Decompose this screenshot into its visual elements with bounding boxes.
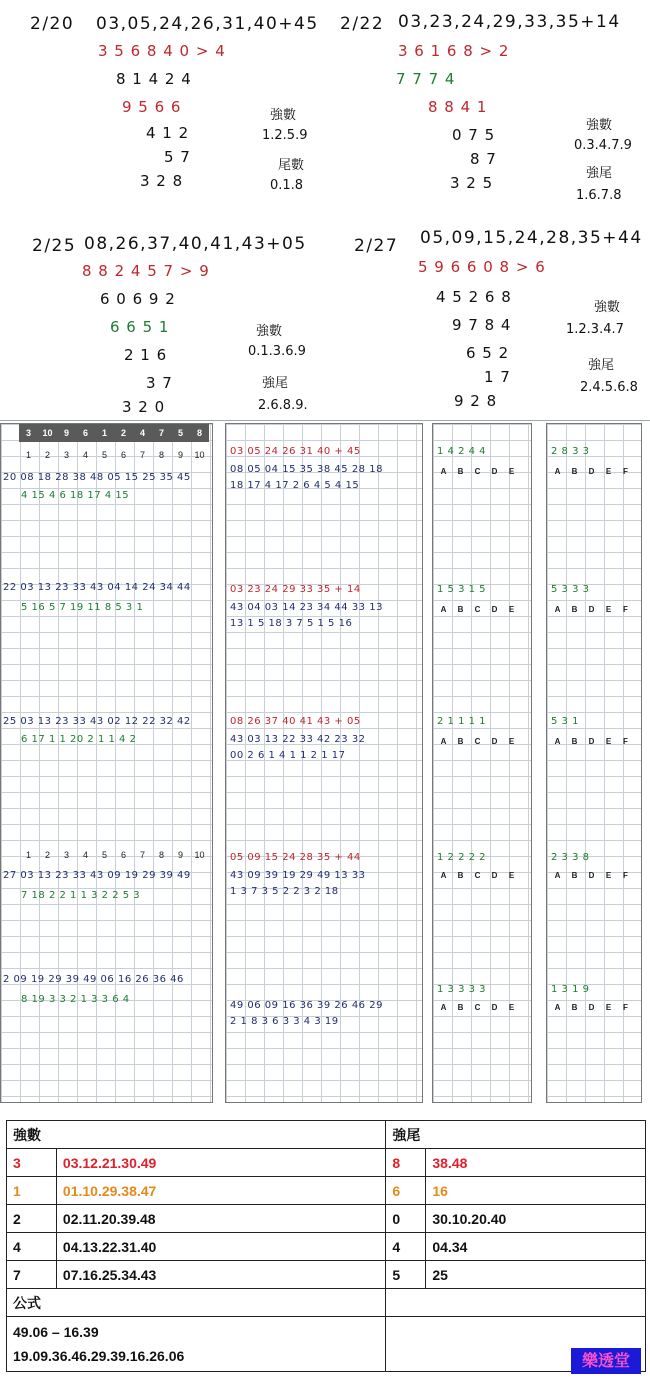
left-row-5-bot: 8 19 3 3 2 1 3 3 6 4: [21, 994, 130, 1005]
col-num: 4: [82, 450, 88, 460]
header-strong-tail: 強尾: [386, 1121, 646, 1149]
abc-letter: D: [588, 1003, 595, 1012]
tail-numbers-cell: 38.48: [426, 1149, 646, 1177]
formula-line-1: 49.06 – 16.39: [13, 1324, 99, 1340]
note-1-label-1: 強數: [270, 108, 297, 123]
tail-digit-cell: 4: [386, 1233, 426, 1261]
mid-row-2-top: 03 23 24 29 33 35 + 14: [230, 584, 361, 595]
note-2-row-6: 3 2 5: [450, 174, 494, 192]
note-1-row-5: 5 7: [164, 148, 191, 166]
abdef-count-1: 2 8 3 3: [551, 446, 590, 457]
note-3-label-1: 強數: [256, 324, 283, 339]
abc-letter: A: [440, 1003, 447, 1012]
abc-letter: F: [623, 871, 628, 880]
digit-cell: 2: [7, 1205, 57, 1233]
note-3-row-5: 3 7: [146, 374, 173, 392]
left-row-2-bot: 5 16 5 7 19 11 8 5 3 1: [21, 602, 144, 613]
mid-row-4-mid: 43 09 39 19 29 49 13 33: [230, 870, 366, 881]
left-row-3-top: 25 03 13 23 33 43 02 12 22 32 42: [3, 716, 191, 727]
note-2-row-2: 7 7 7 4: [396, 70, 456, 88]
abc-letter: B: [457, 1003, 464, 1012]
tail-digit-cell: 5: [386, 1261, 426, 1289]
abc-letter: C: [474, 467, 481, 476]
abc-letter: A: [554, 737, 561, 746]
note-1-row-1: 3 5 6 8 4 0 > 4: [98, 42, 226, 60]
col-num: 4: [82, 850, 88, 860]
table-row: [7, 1261, 646, 1289]
header-num: 5: [177, 428, 183, 438]
header-num: 9: [63, 428, 69, 438]
abc-letter: A: [440, 871, 447, 880]
abcde-count-4: 1 2 2 2 2: [437, 852, 487, 863]
abc-letter: D: [491, 737, 498, 746]
note-3-row-2: 6 0 6 9 2: [100, 290, 176, 308]
note-3-row-3: 6 6 5 1: [110, 318, 170, 336]
header-num: 6: [82, 428, 88, 438]
col-num: 2: [44, 850, 50, 860]
mid-row-1-bot: 18 17 4 17 2 6 4 5 4 15: [230, 480, 360, 491]
abc-letter: E: [508, 737, 515, 746]
col-num: 10: [194, 850, 205, 860]
abcde-header-3: [435, 736, 520, 748]
left-row-1-bot: 4 15 4 6 18 17 4 15: [21, 490, 130, 501]
note-1-row-2: 8 1 4 2 4: [116, 70, 192, 88]
header-num: 7: [158, 428, 164, 438]
note-4-value-2: 2.4.5.6.8: [580, 380, 638, 395]
column-number-row: [19, 448, 209, 462]
middle-grid-panel: [225, 423, 423, 1103]
abc-letter: B: [457, 467, 464, 476]
col-num: 5: [101, 850, 107, 860]
empty-cell: [386, 1289, 646, 1317]
note-3-row-6: 3 2 0: [122, 398, 166, 416]
mid-row-3-mid: 43 03 13 22 33 42 23 32: [230, 734, 366, 745]
tail-digit-cell: 8: [386, 1149, 426, 1177]
col-num: 9: [177, 850, 183, 860]
abc-letter: B: [571, 1003, 578, 1012]
tail-digit-cell: 6: [386, 1177, 426, 1205]
abc-letter: C: [474, 737, 481, 746]
col-num: 8: [158, 850, 164, 860]
summary-table: [6, 1120, 646, 1372]
abcde-count-2: 1 5 3 1 5: [437, 584, 487, 595]
abc-letter: E: [508, 1003, 515, 1012]
abdef-count-3: 5 3 1: [551, 716, 579, 727]
abcde-header-5: [435, 1002, 520, 1014]
note-1-date: 2/20: [30, 14, 75, 34]
note-2-row-5: 8 7: [470, 150, 497, 168]
col-num: 10: [194, 450, 205, 460]
tail-numbers-cell: 04.34: [426, 1233, 646, 1261]
abc-letter: D: [588, 467, 595, 476]
formula-header-row: [7, 1289, 646, 1317]
note-2-value-2: 1.6.7.8: [576, 188, 622, 203]
header-strong-number: 強數: [7, 1121, 386, 1149]
table-row: [7, 1233, 646, 1261]
note-1-row-6: 3 2 8: [140, 172, 184, 190]
abc-letter: D: [491, 1003, 498, 1012]
note-4-label-1: 強數: [594, 300, 621, 315]
column-number-row-2: [19, 848, 209, 862]
abcde-count-5: 1 3 3 3 3: [437, 984, 487, 995]
col-num: 7: [139, 450, 145, 460]
note-3-numbers: 08,26,37,40,41,43+05: [84, 234, 307, 254]
numbers-cell: 07.16.25.34.43: [56, 1261, 386, 1289]
mid-row-1-mid: 08 05 04 15 35 38 45 28 18: [230, 464, 383, 475]
mid-row-4-bot: 1 3 7 3 5 2 2 3 2 18: [230, 886, 339, 897]
table-row: [7, 1205, 646, 1233]
digit-cell: 4: [7, 1233, 57, 1261]
abc-letter: B: [571, 605, 578, 614]
note-4-value-1: 1.2.3.4.7: [566, 322, 624, 337]
abc-letter: B: [571, 467, 578, 476]
col-num: 3: [63, 450, 69, 460]
note-2-label-2: 強尾: [586, 166, 613, 181]
note-4-row-3: 9 7 8 4: [452, 316, 512, 334]
abc-letter: A: [440, 737, 447, 746]
note-2-label-1: 強數: [586, 118, 613, 133]
table-header-row: [7, 1121, 646, 1149]
numbers-cell: 01.10.29.38.47: [56, 1177, 386, 1205]
abc-letter: B: [457, 871, 464, 880]
note-4-row-5: 1 7: [484, 368, 511, 386]
tail-numbers-cell: 16: [426, 1177, 646, 1205]
mid-row-4-top: 05 09 15 24 28 35 + 44: [230, 852, 361, 863]
left-row-4-bot: 7 18 2 2 1 1 3 2 2 5 3: [21, 890, 141, 901]
abdef-count-4: 2 3 3 8: [551, 852, 590, 863]
note-1-value-2: 0.1.8: [270, 178, 304, 193]
header-num: 8: [196, 428, 202, 438]
note-1-row-3: 9 5 6 6: [122, 98, 182, 116]
brand-logo: 樂透堂: [571, 1348, 641, 1374]
col-num: 6: [120, 450, 126, 460]
abc-letter: A: [554, 871, 561, 880]
abdef-header-2: [549, 604, 634, 616]
abcde-count-3: 2 1 1 1 1: [437, 716, 487, 727]
note-4-row-2: 4 5 2 6 8: [436, 288, 512, 306]
note-3-row-1: 8 8 2 4 5 7 > 9: [82, 262, 210, 280]
abdef-header-3: [549, 736, 634, 748]
note-4-numbers: 05,09,15,24,28,35+44: [420, 228, 643, 248]
abc-letter: F: [623, 737, 628, 746]
digit-cell: 7: [7, 1261, 57, 1289]
note-1-numbers: 03,05,24,26,31,40+45: [96, 14, 319, 34]
mid-row-3-bot: 00 2 6 1 4 1 1 2 1 17: [230, 750, 346, 761]
abc-letter: C: [474, 871, 481, 880]
tail-numbers-cell: 30.10.20.40: [426, 1205, 646, 1233]
col-num: 8: [158, 450, 164, 460]
abc-letter: B: [571, 737, 578, 746]
numbers-cell: 04.13.22.31.40: [56, 1233, 386, 1261]
note-3-value-2: 2.6.8.9.: [258, 398, 308, 413]
abc-letter: E: [605, 737, 612, 746]
left-grid-panel: [0, 423, 213, 1103]
mid-row-5-bot: 2 1 8 3 6 3 3 4 3 19: [230, 1016, 339, 1027]
abcde-header-2: [435, 604, 520, 616]
abc-letter: F: [623, 467, 628, 476]
formula-row: [7, 1317, 646, 1372]
abc-letter: E: [508, 871, 515, 880]
formula-line-2: 19.09.36.46.29.39.16.26.06: [13, 1348, 185, 1364]
col-num: 5: [101, 450, 107, 460]
abc-letter: D: [588, 737, 595, 746]
mid-row-5-mid: 49 06 09 16 36 39 26 46 29: [230, 1000, 383, 1011]
note-3-date: 2/25: [32, 236, 77, 256]
abdef-count-2: 5 3 3 3: [551, 584, 590, 595]
col-num: 2: [44, 450, 50, 460]
abc-letter: C: [474, 605, 481, 614]
note-3-label-2: 強尾: [262, 376, 289, 391]
mid-row-1-top: 03 05 24 26 31 40 + 45: [230, 446, 361, 457]
table-row: [7, 1149, 646, 1177]
note-1-row-4: 4 1 2: [146, 124, 190, 142]
abc-letter: E: [605, 1003, 612, 1012]
col-num: 6: [120, 850, 126, 860]
abdef-count-5: 1 3 1 9: [551, 984, 590, 995]
numbers-cell: 02.11.20.39.48: [56, 1205, 386, 1233]
col-num: 3: [63, 850, 69, 860]
abc-letter: A: [440, 605, 447, 614]
abc-letter: B: [457, 737, 464, 746]
abc-letter: E: [605, 605, 612, 614]
col-num: 1: [25, 850, 31, 860]
left-row-5-top: 2 09 19 29 39 49 06 16 26 36 46: [3, 974, 184, 985]
abc-letter: B: [571, 871, 578, 880]
note-4-row-4: 6 5 2: [466, 344, 510, 362]
col-num: 7: [139, 850, 145, 860]
abcde-header-1: [435, 466, 520, 478]
col-num: 9: [177, 450, 183, 460]
tail-digit-cell: 0: [386, 1205, 426, 1233]
mid-row-3-top: 08 26 37 40 41 43 + 05: [230, 716, 361, 727]
note-1-value-1: 1.2.5.9: [262, 128, 308, 143]
abc-letter: B: [457, 605, 464, 614]
abcde-count-1: 1 4 2 4 4: [437, 446, 487, 457]
note-2-row-1: 3 6 1 6 8 > 2: [398, 42, 510, 60]
note-4-row-6: 9 2 8: [454, 392, 498, 410]
header-num: 4: [139, 428, 145, 438]
note-4-date: 2/27: [354, 236, 399, 256]
tail-numbers-cell: 25: [426, 1261, 646, 1289]
numbers-cell: 03.12.21.30.49: [56, 1149, 386, 1177]
abc-letter: D: [491, 871, 498, 880]
mid-row-2-mid: 43 04 03 14 23 34 44 33 13: [230, 602, 383, 613]
abc-letter: D: [588, 871, 595, 880]
abcde-grid-panel: [432, 423, 532, 1103]
note-2-numbers: 03,23,24,29,33,35+14: [398, 12, 621, 32]
note-4-row-1: 5 9 6 6 0 8 > 6: [418, 258, 546, 276]
left-row-1-top: 20 08 18 28 38 48 05 15 25 35 45: [3, 472, 191, 483]
abdef-grid-panel: [546, 423, 642, 1103]
abc-letter: D: [588, 605, 595, 614]
note-2-date: 2/22: [340, 14, 385, 34]
col-num: 1: [25, 450, 31, 460]
header-number-bar: [19, 424, 209, 442]
abc-letter: D: [491, 605, 498, 614]
formula-label: 公式: [7, 1289, 386, 1317]
abcde-header-4: [435, 870, 520, 882]
formula-cell: [7, 1317, 386, 1372]
header-num: 1: [101, 428, 107, 438]
abc-letter: A: [440, 467, 447, 476]
mid-row-2-bot: 13 1 5 18 3 7 5 1 5 16: [230, 618, 353, 629]
abdef-header-5: [549, 1002, 634, 1014]
abc-letter: A: [554, 605, 561, 614]
table-row: [7, 1177, 646, 1205]
left-row-4-top: 27 03 13 23 33 43 09 19 29 39 49: [3, 870, 191, 881]
left-row-3-bot: 6 17 1 1 20 2 1 1 4 2: [21, 734, 137, 745]
abc-letter: E: [605, 467, 612, 476]
abc-letter: F: [623, 605, 628, 614]
left-row-2-top: 22 03 13 23 33 43 04 14 24 34 44: [3, 582, 191, 593]
abc-letter: A: [554, 467, 561, 476]
abc-letter: C: [474, 1003, 481, 1012]
digit-cell: 1: [7, 1177, 57, 1205]
abc-letter: E: [508, 467, 515, 476]
note-4-label-2: 強尾: [588, 358, 615, 373]
abc-letter: E: [508, 605, 515, 614]
abc-letter: A: [554, 1003, 561, 1012]
abc-letter: E: [605, 871, 612, 880]
note-2-value-1: 0.3.4.7.9: [574, 138, 632, 153]
tracking-sheet: [0, 420, 650, 1106]
abdef-header-4: [549, 870, 634, 882]
digit-cell: 3: [7, 1149, 57, 1177]
note-3-value-1: 0.1.3.6.9: [248, 344, 306, 359]
abc-letter: D: [491, 467, 498, 476]
note-1-label-2: 尾數: [278, 158, 305, 173]
abc-letter: F: [623, 1003, 628, 1012]
header-num: 3: [25, 428, 31, 438]
note-3-row-4: 2 1 6: [124, 346, 168, 364]
header-num: 2: [120, 428, 126, 438]
header-num: 10: [42, 428, 53, 438]
abdef-header-1: [549, 466, 634, 478]
note-2-row-4: 0 7 5: [452, 126, 496, 144]
note-2-row-3: 8 8 4 1: [428, 98, 488, 116]
